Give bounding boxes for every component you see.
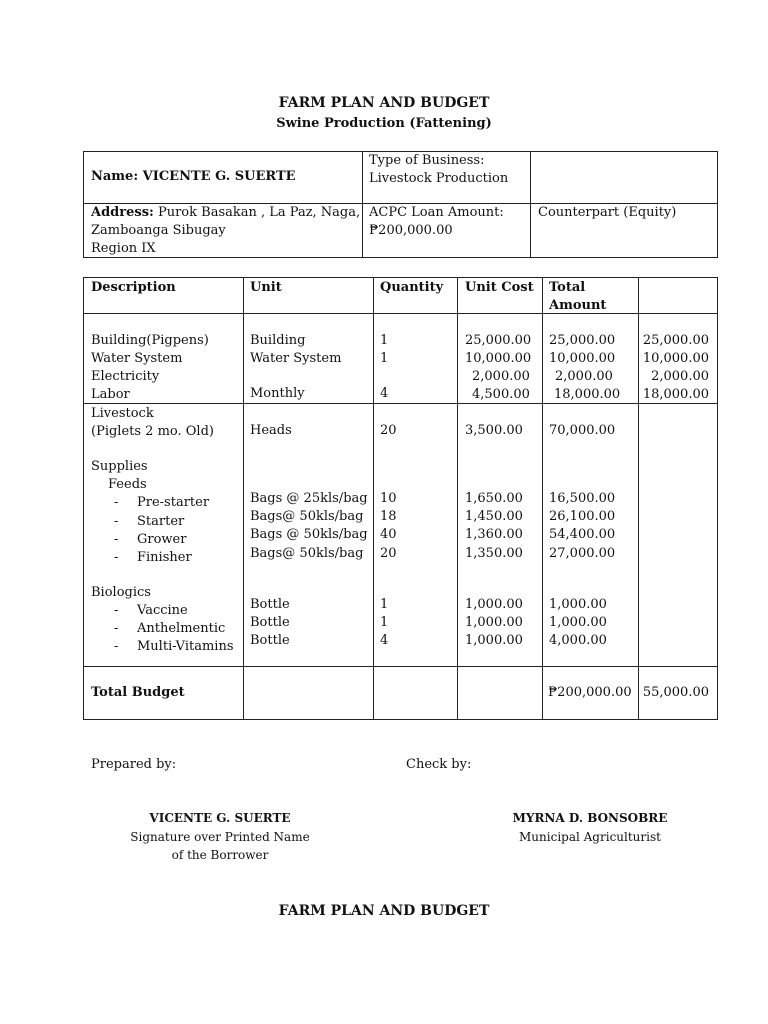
- feed-desc: Pre-starter: [137, 495, 210, 510]
- row-total: 10,000.00: [549, 351, 616, 366]
- feed-qty: 10: [380, 491, 397, 506]
- feed-cost: 1,360.00: [465, 527, 523, 542]
- name-field: [91, 168, 296, 186]
- address-line2: Zamboanga Sibugay: [91, 223, 226, 238]
- loan-label: ACPC Loan Amount:: [369, 205, 504, 220]
- row-equity: 2,000.00: [651, 369, 709, 384]
- bullet-mark: -: [114, 514, 119, 529]
- preparer-caption-1: Signature over Printed Name: [130, 830, 310, 844]
- biologic-unit: Bottle: [250, 615, 290, 630]
- feed-cost: 1,350.00: [465, 546, 523, 561]
- livestock-label: Livestock: [91, 406, 154, 421]
- biologic-desc: Multi-Vitamins: [137, 639, 234, 654]
- row-total: 25,000.00: [549, 333, 616, 348]
- biologic-desc: Vaccine: [137, 603, 188, 618]
- row-unit: Monthly: [250, 386, 305, 401]
- row-cost: 4,500.00: [472, 387, 530, 402]
- header-quantity: Quantity: [380, 280, 444, 295]
- header-total: Total: [549, 280, 586, 295]
- biologic-unit: Bottle: [250, 633, 290, 648]
- feed-total: 26,100.00: [549, 509, 616, 524]
- row-equity: 10,000.00: [642, 351, 709, 366]
- livestock-cost: 3,500.00: [465, 423, 523, 438]
- row-total: 18,000.00: [554, 387, 621, 402]
- checker-title: Municipal Agriculturist: [519, 830, 661, 844]
- biologic-cost: 1,000.00: [465, 615, 523, 630]
- total-equity-amount: 55,000.00: [642, 685, 709, 700]
- biologic-qty: 1: [380, 615, 389, 630]
- next-page-title: FARM PLAN AND BUDGET: [278, 903, 490, 919]
- bullet-mark: -: [114, 603, 119, 618]
- header-unit-cost: Unit Cost: [465, 280, 534, 295]
- total-budget-amount: ₱200,000.00: [548, 685, 632, 700]
- address-label: Address:: [91, 205, 154, 220]
- feed-unit: Bags @ 50kls/bag: [250, 527, 368, 542]
- row-total: 2,000.00: [555, 369, 613, 384]
- livestock-total: 70,000.00: [549, 423, 616, 438]
- livestock-unit: Heads: [250, 423, 292, 438]
- preparer-name: VICENTE G. SUERTE: [149, 811, 291, 825]
- biologic-total: 4,000.00: [549, 633, 607, 648]
- feed-qty: 20: [380, 546, 397, 561]
- prepared-by-label: Prepared by:: [91, 757, 177, 772]
- type-label: Type of Business:: [369, 153, 485, 168]
- feed-qty: 18: [380, 509, 397, 524]
- row-desc: Water System: [91, 351, 183, 366]
- feed-total: 16,500.00: [549, 491, 616, 506]
- biologic-desc: Anthelmentic: [137, 621, 226, 636]
- page-title: FARM PLAN AND BUDGET: [278, 95, 490, 111]
- counterpart-label: Counterpart (Equity): [538, 205, 677, 220]
- feed-cost: 1,450.00: [465, 509, 523, 524]
- biologic-unit: Bottle: [250, 597, 290, 612]
- feed-unit: Bags@ 50kls/bag: [250, 546, 364, 561]
- header-amount: Amount: [549, 298, 607, 313]
- biologic-qty: 1: [380, 597, 389, 612]
- bullet-mark: -: [114, 621, 119, 636]
- feed-unit: Bags @ 25kls/bag: [250, 491, 368, 506]
- header-unit: Unit: [250, 280, 282, 295]
- row-cost: 10,000.00: [465, 351, 532, 366]
- row-unit: Water System: [250, 351, 342, 366]
- supplies-label: Supplies: [91, 459, 148, 474]
- biologic-qty: 4: [380, 633, 389, 648]
- bullet-mark: -: [114, 550, 119, 565]
- biologic-cost: 1,000.00: [465, 597, 523, 612]
- bullet-mark: -: [114, 532, 119, 547]
- row-desc: Labor: [91, 387, 130, 402]
- address-line3: Region IX: [91, 241, 156, 256]
- row-qty: 1: [380, 333, 389, 348]
- row-cost: 2,000.00: [472, 369, 530, 384]
- header-description: Description: [91, 280, 176, 295]
- row-desc: Electricity: [91, 369, 160, 384]
- checker-name: MYRNA D. BONSOBRE: [512, 811, 668, 825]
- preparer-caption-2: of the Borrower: [171, 848, 269, 862]
- livestock-detail: (Piglets 2 mo. Old): [91, 424, 214, 439]
- address-line1: Purok Basakan , La Paz, Naga,: [157, 205, 361, 220]
- name-value: VICENTE G. SUERTE: [142, 169, 296, 184]
- biologic-cost: 1,000.00: [465, 633, 523, 648]
- address-field: [91, 204, 360, 222]
- feed-total: 54,400.00: [549, 527, 616, 542]
- total-budget-label: Total Budget: [91, 685, 185, 700]
- row-qty: 4: [380, 386, 389, 401]
- biologics-label: Biologics: [91, 585, 151, 600]
- row-equity: 18,000.00: [642, 387, 709, 402]
- feeds-label: Feeds: [108, 477, 147, 492]
- loan-value: ₱200,000.00: [369, 223, 453, 238]
- feed-desc: Grower: [137, 532, 187, 547]
- biologic-total: 1,000.00: [549, 615, 607, 630]
- feed-total: 27,000.00: [549, 546, 616, 561]
- row-equity: 25,000.00: [642, 333, 709, 348]
- type-value: Livestock Production: [369, 171, 509, 186]
- page-subtitle: Swine Production (Fattening): [276, 116, 492, 131]
- name-label: Name:: [91, 169, 139, 184]
- row-cost: 25,000.00: [465, 333, 532, 348]
- bullet-mark: -: [114, 495, 119, 510]
- row-desc: Building(Pigpens): [91, 333, 209, 348]
- row-unit: Building: [250, 333, 306, 348]
- row-qty: 1: [380, 351, 389, 366]
- biologic-total: 1,000.00: [549, 597, 607, 612]
- feed-unit: Bags@ 50kls/bag: [250, 509, 364, 524]
- check-by-label: Check by:: [406, 757, 472, 772]
- feed-qty: 40: [380, 527, 397, 542]
- feed-cost: 1,650.00: [465, 491, 523, 506]
- feed-desc: Finisher: [137, 550, 192, 565]
- feed-desc: Starter: [137, 514, 185, 529]
- livestock-qty: 20: [380, 423, 397, 438]
- bullet-mark: -: [114, 639, 119, 654]
